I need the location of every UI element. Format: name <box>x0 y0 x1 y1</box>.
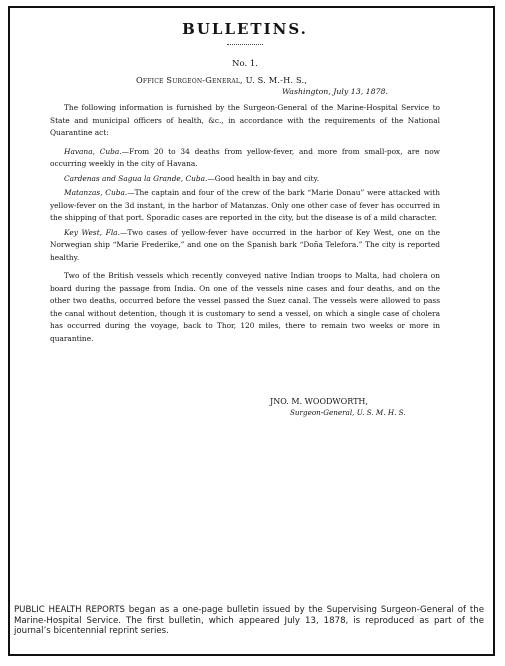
keywest-text: —Two cases of yellow-fever have occurred in the harbor of Key West, one on the Norwegian ship “Marie Frederike,” and one on the Spanish bark “Doña Telefora.” The city is reported healthy. <box>50 227 440 262</box>
office-line: Office Surgeon-General, U. S. M.-H. S., <box>136 75 308 85</box>
cardenas-lead: Cardenas and Sagua la Grande, Cuba. <box>64 173 208 183</box>
havana-text: —From 20 to 34 deaths from yellow-fever, and more from small-pox, are now occurring weekly in the city of Havana. <box>50 146 440 168</box>
keywest-paragraph <box>50 227 440 265</box>
figure-caption: PUBLIC HEALTH REPORTS began as a one-page bulletin issued by the Supervising Surgeon-General of the Marine-Hospital Service. The first bulletin, which appeared July 13, 1878, is reproduced as part of the journal’s bicentennial reprint series. <box>14 605 484 636</box>
cardenas-text: —Good health in bay and city. <box>207 173 320 183</box>
place-date: Washington, July 13, 1878. <box>281 87 388 96</box>
signature-name: JNO. M. WOODWORTH, <box>270 397 368 406</box>
bulletin-title: BULLETINS. <box>182 20 308 38</box>
havana-lead: Havana, Cuba. <box>64 146 122 156</box>
bulletin-number: No. 1. <box>232 59 258 69</box>
keywest-lead: Key West, Fla. <box>64 227 120 237</box>
cardenas-paragraph <box>50 173 440 186</box>
matanzas-text: —The captain and four of the crew of the bark “Marie Donau” were attacked with yellow-fever on the 3d instant, in the harbor of Matanzas. Only one other case of fever has occurred in the shipping of that port. Sporadic cases are reported in the city, but the disease is of a mild character. <box>50 188 440 222</box>
signature-title: Surgeon-General, U. S. M. H. S. <box>290 408 406 417</box>
title-rule <box>227 44 263 45</box>
havana-paragraph <box>50 146 440 171</box>
bulletin-document <box>50 10 440 417</box>
matanzas-paragraph <box>50 187 440 225</box>
intro-paragraph: The following information is furnished by the Surgeon-General of the Marine-Hospital Service to State and municipal officers of health, &c., in accordance with the requirements of the National Quarantine act: <box>50 103 440 137</box>
matanzas-lead: Matanzas, Cuba. <box>64 188 128 197</box>
cholera-paragraph: Two of the British vessels which recently conveyed native Indian troops to Malta, had cholera on board during the passage from India. On one of the vessels nine cases and four deaths, and on the other two deaths, occurred before the vessel passed the Suez canal. The vessels were allowed to pass the canal without detention, though it is customary to send a vessel, on which a single case of cholera has occurred during the voyage, back to Thor, 120 miles, there to remain two weeks or more in quarantine. <box>50 271 440 343</box>
